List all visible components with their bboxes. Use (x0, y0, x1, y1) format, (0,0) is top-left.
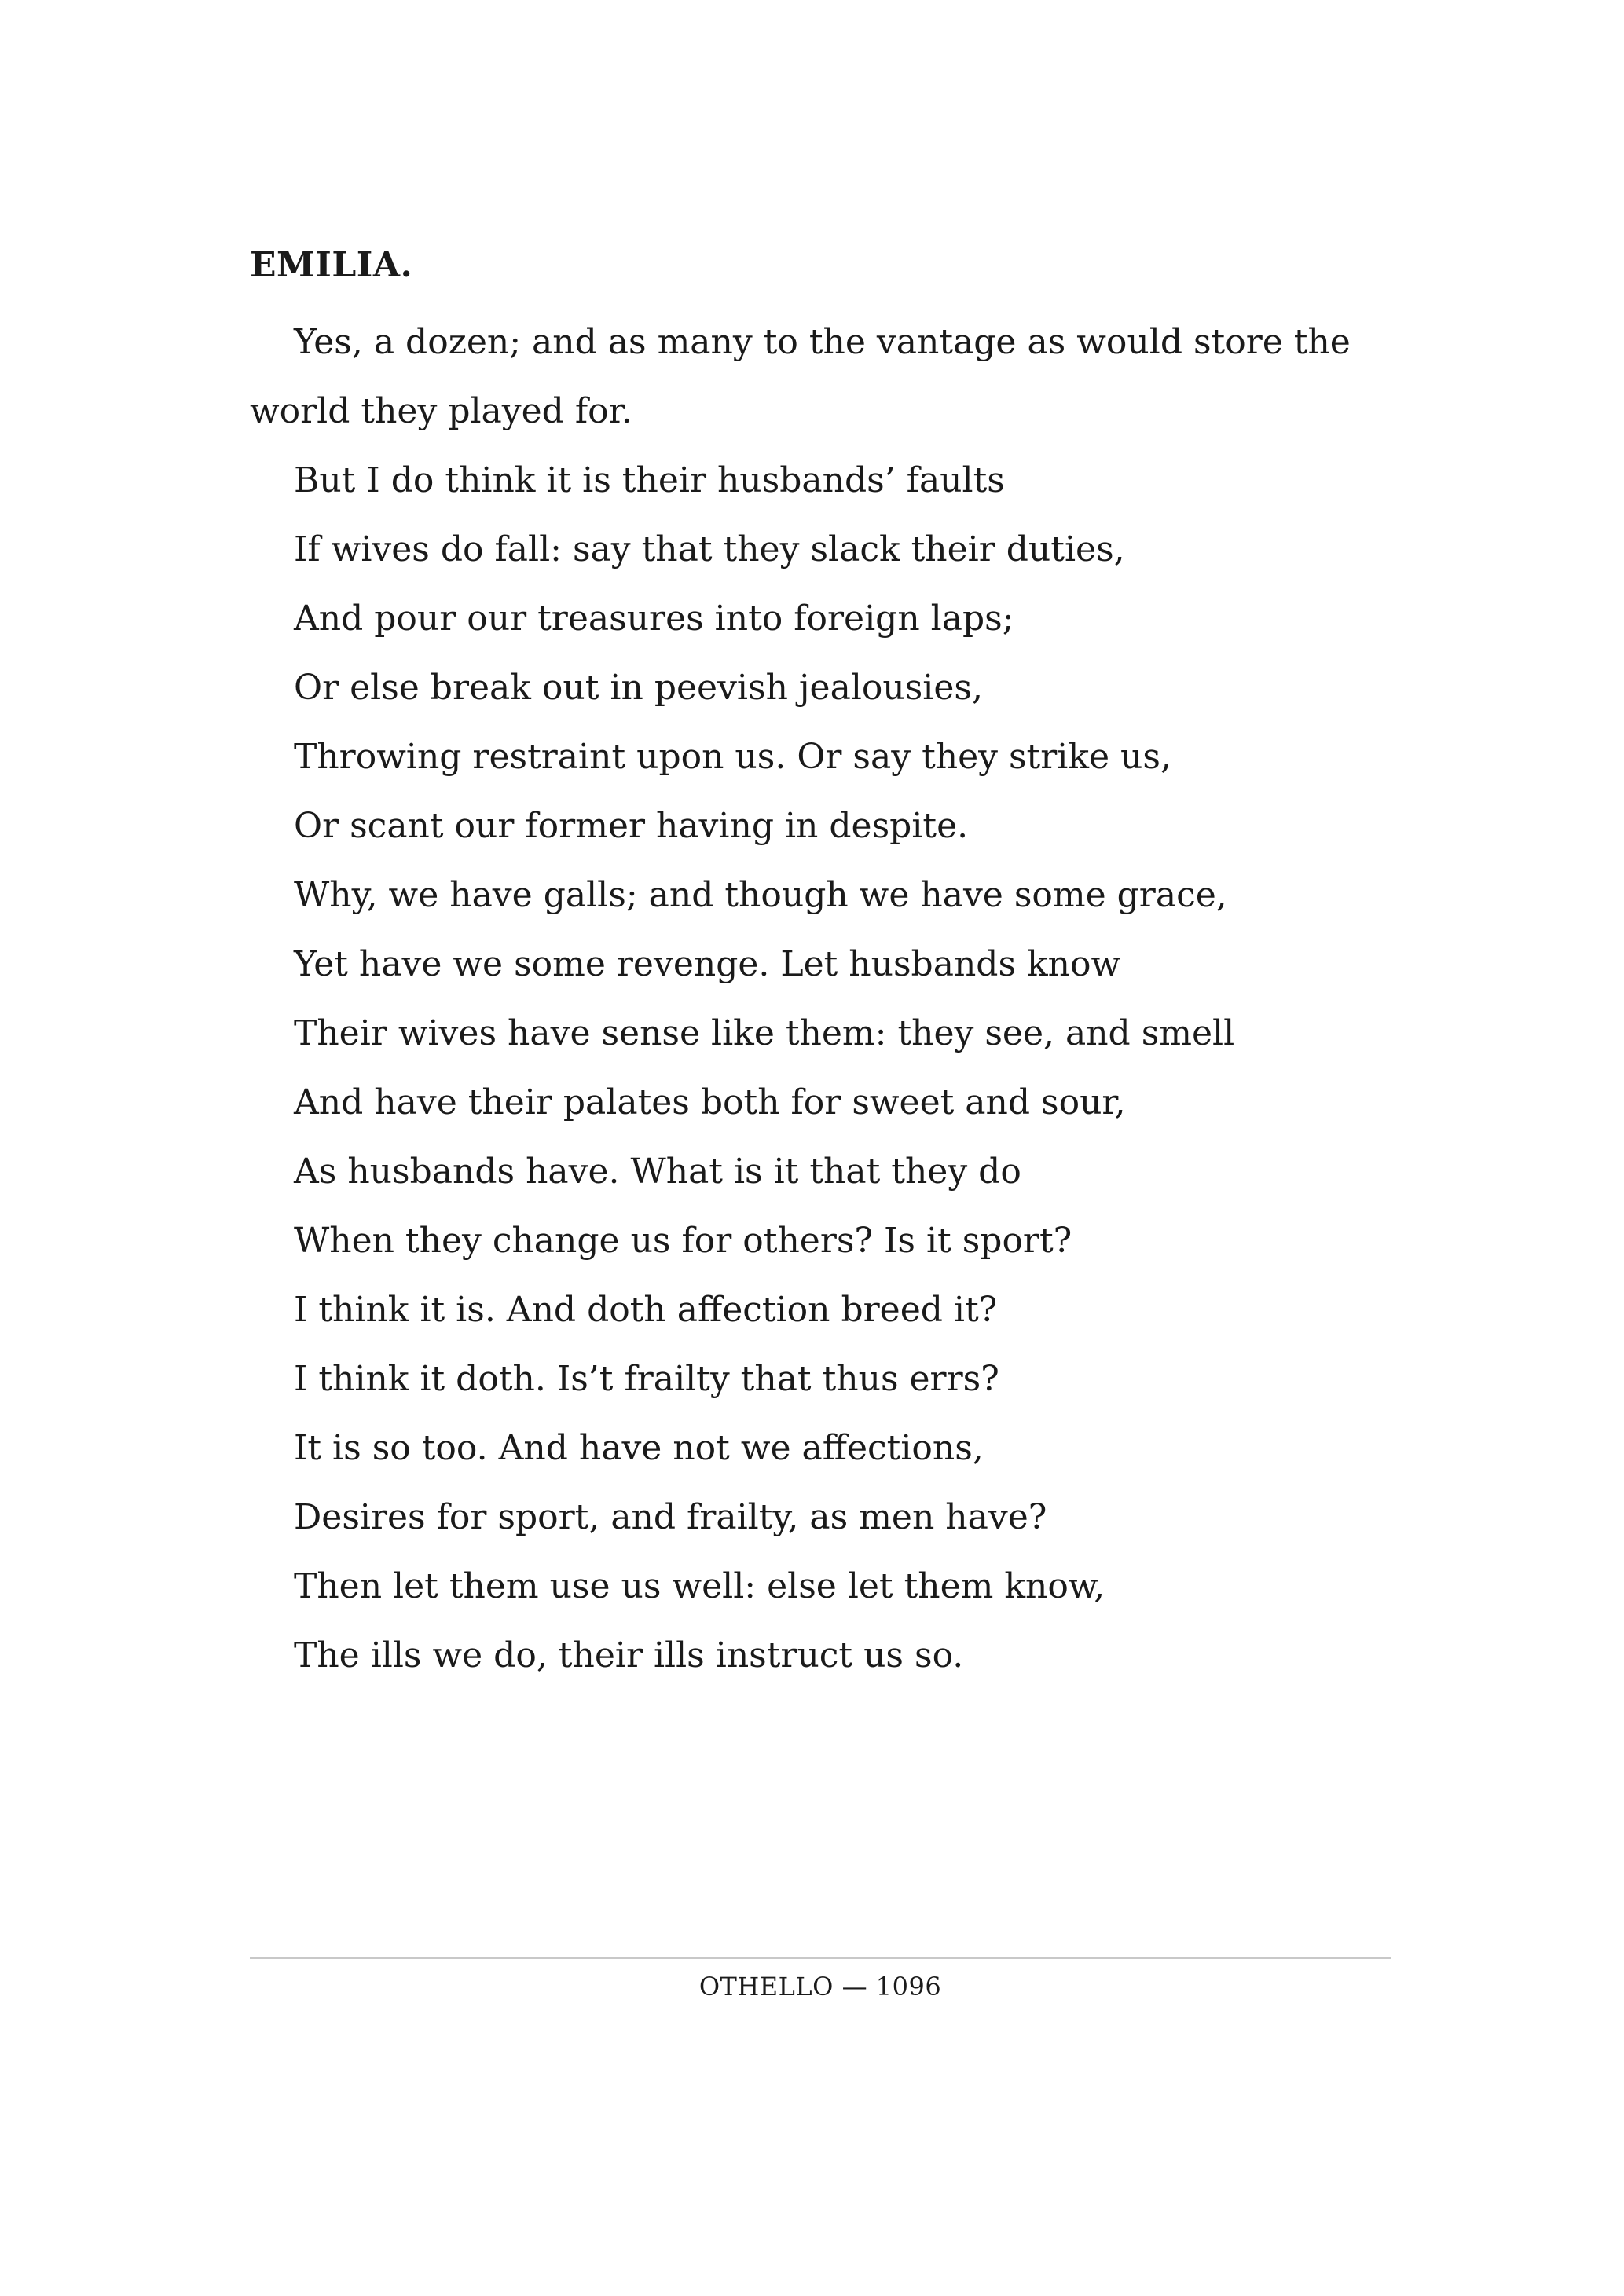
verse-speech (294, 446, 1234, 1690)
verse-line: I think it is. And doth affection breed it? (294, 1290, 998, 1330)
verse-line: Why, we have galls; and though we have some grace, (294, 875, 1227, 915)
verse-line: Then let them use us well: else let them know, (294, 1566, 1105, 1606)
speaker-name: EMILIA. (250, 245, 413, 285)
verse-line: As husbands have. What is it that they do (294, 1152, 1021, 1192)
verse-line: Or else break out in peevish jealousies, (294, 668, 983, 708)
verse-line: When they change us for others? Is it sport? (294, 1221, 1072, 1261)
footer-divider (250, 1957, 1391, 1959)
verse-line: The ills we do, their ills instruct us so. (294, 1635, 964, 1675)
verse-line: Throwing restraint upon us. Or say they strike us, (294, 737, 1171, 777)
verse-line: But I do think it is their husbands’ faults (294, 460, 1005, 500)
verse-line: Yet have we some revenge. Let husbands know (294, 944, 1121, 984)
verse-line: I think it doth. Is’t frailty that thus errs? (294, 1359, 999, 1399)
verse-line: Or scant our former having in despite. (294, 806, 969, 846)
verse-line: It is so too. And have not we affections, (294, 1428, 984, 1468)
page-footer: OTHELLO — 1096 (698, 1972, 942, 2001)
verse-line: Their wives have sense like them: they see, and smell (294, 1013, 1235, 1053)
verse-line: Desires for sport, and frailty, as men have? (294, 1497, 1047, 1537)
verse-line: If wives do fall: say that they slack their duties, (294, 529, 1125, 569)
verse-line: And have their palates both for sweet and sour, (294, 1082, 1126, 1122)
verse-line: And pour our treasures into foreign laps; (294, 599, 1014, 639)
prose-speech: Yes, a dozen; and as many to the vantage as would store the world they played for. (250, 322, 1351, 431)
